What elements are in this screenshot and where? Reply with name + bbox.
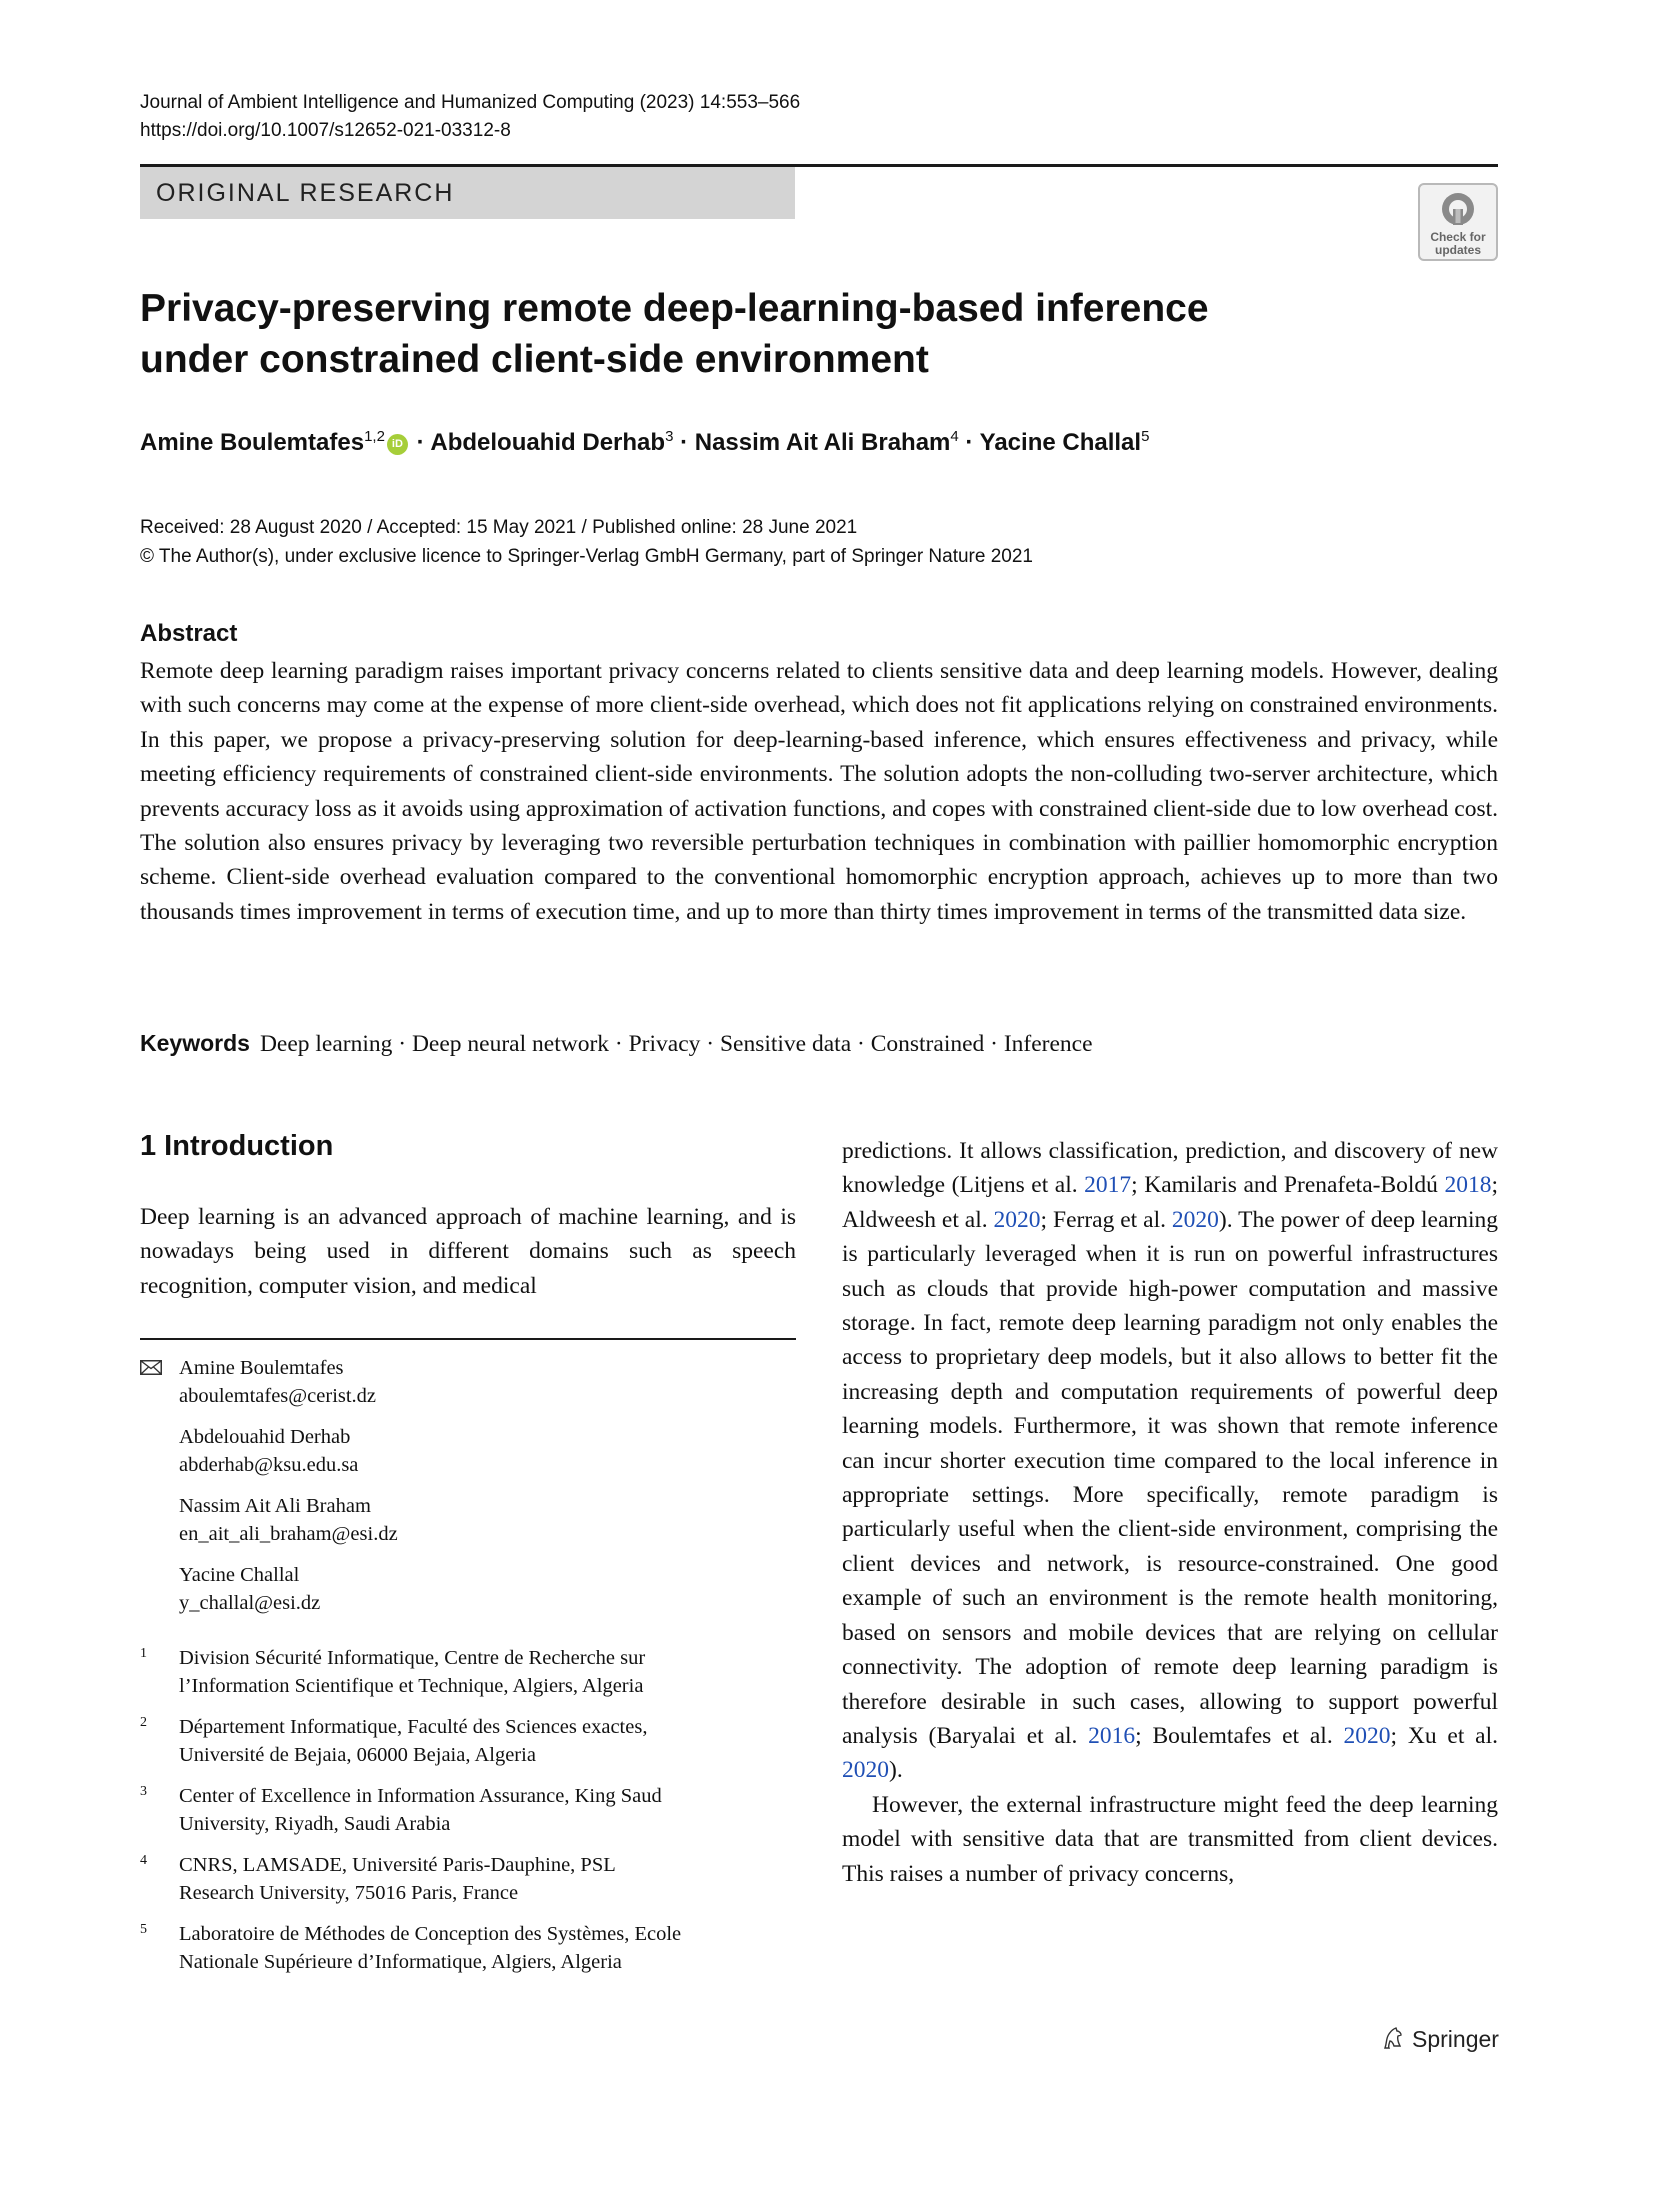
keywords-row: [140, 1030, 1498, 1058]
affiliation-entry: [140, 1851, 796, 1907]
author-affiliation-marker: 4: [950, 428, 959, 445]
affiliation-entry: [140, 1920, 796, 1976]
affiliation-entry: [140, 1713, 796, 1769]
intro-right-column: [842, 1134, 1498, 1891]
footnote-rule: [140, 1338, 796, 1340]
affiliation-line: Center of Excellence in Information Assurance, King Saud: [179, 1785, 662, 1807]
author-name[interactable]: Abdelouahid Derhab: [430, 429, 666, 456]
journal-citation: Journal of Ambient Intelligence and Humanized Computing (2023) 14:553–566: [140, 92, 801, 113]
affiliation-line: Université de Bejaia, 06000 Bejaia, Algeria: [179, 1744, 536, 1766]
affiliation-number: 2: [140, 1715, 147, 1730]
history-dates: Received: 28 August 2020 / Accepted: 15 May 2021 / Published online: 28 June 2021: [140, 517, 858, 538]
contact-email[interactable]: y_challal@esi.dz: [179, 1592, 321, 1614]
author-name[interactable]: Amine Boulemtafes: [140, 429, 365, 456]
crossmark-text-1: Check for: [1430, 230, 1486, 244]
affiliation-line: Division Sécurité Informatique, Centre de Recherche sur: [179, 1647, 646, 1669]
publisher-name: Springer: [1412, 2026, 1499, 2052]
section-label: ORIGINAL RESEARCH: [156, 179, 455, 207]
affiliation-number: 5: [140, 1922, 147, 1937]
springer-horse-icon: [1380, 2025, 1406, 2051]
contact-email[interactable]: aboulemtafes@cerist.dz: [179, 1385, 377, 1407]
intro-paragraph-1: [842, 1134, 1498, 1788]
affiliation-entry: [140, 1644, 796, 1700]
affiliation-line: Département Informatique, Faculté des Sciences exactes,: [179, 1716, 648, 1738]
crossmark-text-2: updates: [1434, 243, 1481, 257]
affiliation-line: CNRS, LAMSADE, Université Paris-Dauphine, PSL: [179, 1854, 616, 1876]
author-name[interactable]: Yacine Challal: [979, 429, 1142, 456]
affiliation-number: 3: [140, 1784, 147, 1799]
contact-email[interactable]: abderhab@ksu.edu.sa: [179, 1454, 359, 1476]
author-affiliation-marker: 5: [1141, 428, 1150, 445]
citation-link[interactable]: 2020: [993, 1206, 1041, 1233]
corresponding-contacts: [140, 1354, 796, 1630]
author-separator: ·: [680, 429, 689, 456]
contact-name: Nassim Ait Ali Braham: [179, 1495, 371, 1517]
citation-link[interactable]: 2020: [842, 1757, 889, 1784]
contact-name: Amine Boulemtafes: [179, 1357, 344, 1379]
paragraph-text: ).: [889, 1757, 903, 1784]
publication-dates: [140, 513, 1033, 571]
contact-name: Yacine Challal: [179, 1564, 300, 1586]
citation-link[interactable]: 2020: [1171, 1206, 1219, 1233]
citation-link[interactable]: 2016: [1088, 1722, 1136, 1749]
contact-email[interactable]: en_ait_ali_braham@esi.dz: [179, 1523, 398, 1545]
affiliation-number: 1: [140, 1646, 147, 1661]
affiliation-entry: [140, 1782, 796, 1838]
article-title: [140, 283, 1340, 385]
citation-link[interactable]: 2020: [1343, 1722, 1391, 1749]
title-line-1: Privacy-preserving remote deep-learning-based inference: [140, 287, 1209, 330]
author-affiliation-marker: 3: [665, 428, 674, 445]
paragraph-text: ; Boulemtafes et al.: [1135, 1722, 1344, 1749]
doi-link[interactable]: https://doi.org/10.1007/s12652-021-03312-8: [140, 120, 511, 141]
copyright-notice: © The Author(s), under exclusive licence to Springer-Verlag GmbH Germany, part of Springer Nature 2021: [140, 546, 1033, 567]
paragraph-text: ). The power of deep learning is particularly leveraged when it is run on powerful infrastructures such as clouds that provide high-power computation and massive storage. In fact, remote deep learning paradigm not only enables the access to proprietary deep models, but it also allows to better fit the increasing depth and computation requirements of powerful deep learning models. Furthermore, it was shown that remote inference can incur shorter execution time compared to the local inference in appropriate settings. More specifically, remote paradigm is particularly useful when the client-side environment, comprising the client devices and network, is resource-constrained. One good example of such an environment is the remote health monitoring, based on sensors and mobile devices that are relying on cellular connectivity. The adoption of remote deep learning paradigm is therefore desirable in such cases, allowing to support powerful analysis (Baryalai et al.: [842, 1206, 1498, 1749]
paragraph-text: ; Kamilaris and Prenafeta-Boldú: [1131, 1172, 1445, 1199]
author-name[interactable]: Nassim Ait Ali Braham: [694, 429, 951, 456]
affiliation-number: 4: [140, 1853, 147, 1868]
affiliation-line: Nationale Supérieure d’Informatique, Algiers, Algeria: [179, 1951, 622, 1973]
abstract-heading: Abstract: [140, 620, 238, 647]
crossmark-badge[interactable]: [1418, 183, 1498, 261]
affiliation-line: Research University, 75016 Paris, France: [179, 1882, 519, 1904]
citation-link[interactable]: 2018: [1444, 1172, 1492, 1199]
keywords-label: Keywords: [140, 1030, 250, 1056]
journal-header: [140, 89, 800, 145]
section-label-band: [140, 167, 795, 219]
contact-entry: [140, 1423, 796, 1479]
publisher-logo: [1380, 2025, 1499, 2053]
paragraph-text: ; Ferrag et al.: [1040, 1206, 1172, 1233]
paragraph-text: ; Aldweesh et al.: [842, 1172, 1498, 1233]
paragraph-text: predictions. It allows classification, prediction, and discovery of new knowledge (Litjens et al.: [842, 1138, 1498, 1199]
author-separator: ·: [416, 429, 425, 456]
author-separator: ·: [965, 429, 974, 456]
contact-entry: [140, 1492, 796, 1548]
crossmark-icon: [1440, 191, 1476, 227]
orcid-icon[interactable]: iD: [387, 434, 408, 455]
affiliation-line: l’Information Scientifique et Technique, Algiers, Algeria: [179, 1675, 644, 1697]
intro-left-paragraph: Deep learning is an advanced approach of machine learning, and is nowadays being used in different domains such as speech recognition, computer vision, and medical: [140, 1204, 796, 1299]
section-heading-introduction: 1 Introduction: [140, 1130, 334, 1162]
affiliation-line: University, Riyadh, Saudi Arabia: [179, 1813, 451, 1835]
abstract-text: Remote deep learning paradigm raises important privacy concerns related to clients sensitive data and deep learning models. However, dealing with such concerns may come at the expense of more client-side overhead, which does not fit applications relying on constrained environments. In this paper, we propose a privacy-preserving solution for deep-learning-based inference, which ensures effectiveness and privacy, while meeting efficiency requirements of constrained client-side environments. The solution adopts the non-colluding two-server architecture, which prevents accuracy loss as it avoids using approximation of activation functions, and copes with constrained client-side due to low overhead cost. The solution also ensures privacy by leveraging two reversible perturbation techniques in combination with paillier homomorphic encryption scheme. Client-side overhead evaluation compared to the conventional homomorphic encryption approach, achieves up to more than two thousands times improvement in terms of execution time, and up to more than thirty times improvement in terms of the transmitted data size.: [140, 658, 1498, 925]
contact-name: Abdelouahid Derhab: [179, 1426, 351, 1448]
affiliation-line: Laboratoire de Méthodes de Conception des Systèmes, Ecole: [179, 1923, 682, 1945]
author-affiliation-marker: 1,2: [364, 428, 385, 445]
title-line-2: under constrained client-side environment: [140, 338, 929, 381]
author-list: [140, 428, 1149, 457]
envelope-icon: [140, 1360, 162, 1375]
affiliation-list: [140, 1644, 796, 1989]
citation-link[interactable]: 2017: [1084, 1172, 1132, 1199]
paragraph-text: ; Xu et al.: [1390, 1722, 1498, 1749]
contact-entry: [140, 1354, 796, 1410]
keywords-list: Deep learning · Deep neural network · Privacy · Sensitive data · Constrained · Inference: [259, 1031, 1093, 1057]
contact-entry: [140, 1561, 796, 1617]
intro-paragraph-2: However, the external infrastructure might feed the deep learning model with sensitive data that are transmitted from client devices. This raises a number of privacy concerns,: [842, 1791, 1498, 1887]
